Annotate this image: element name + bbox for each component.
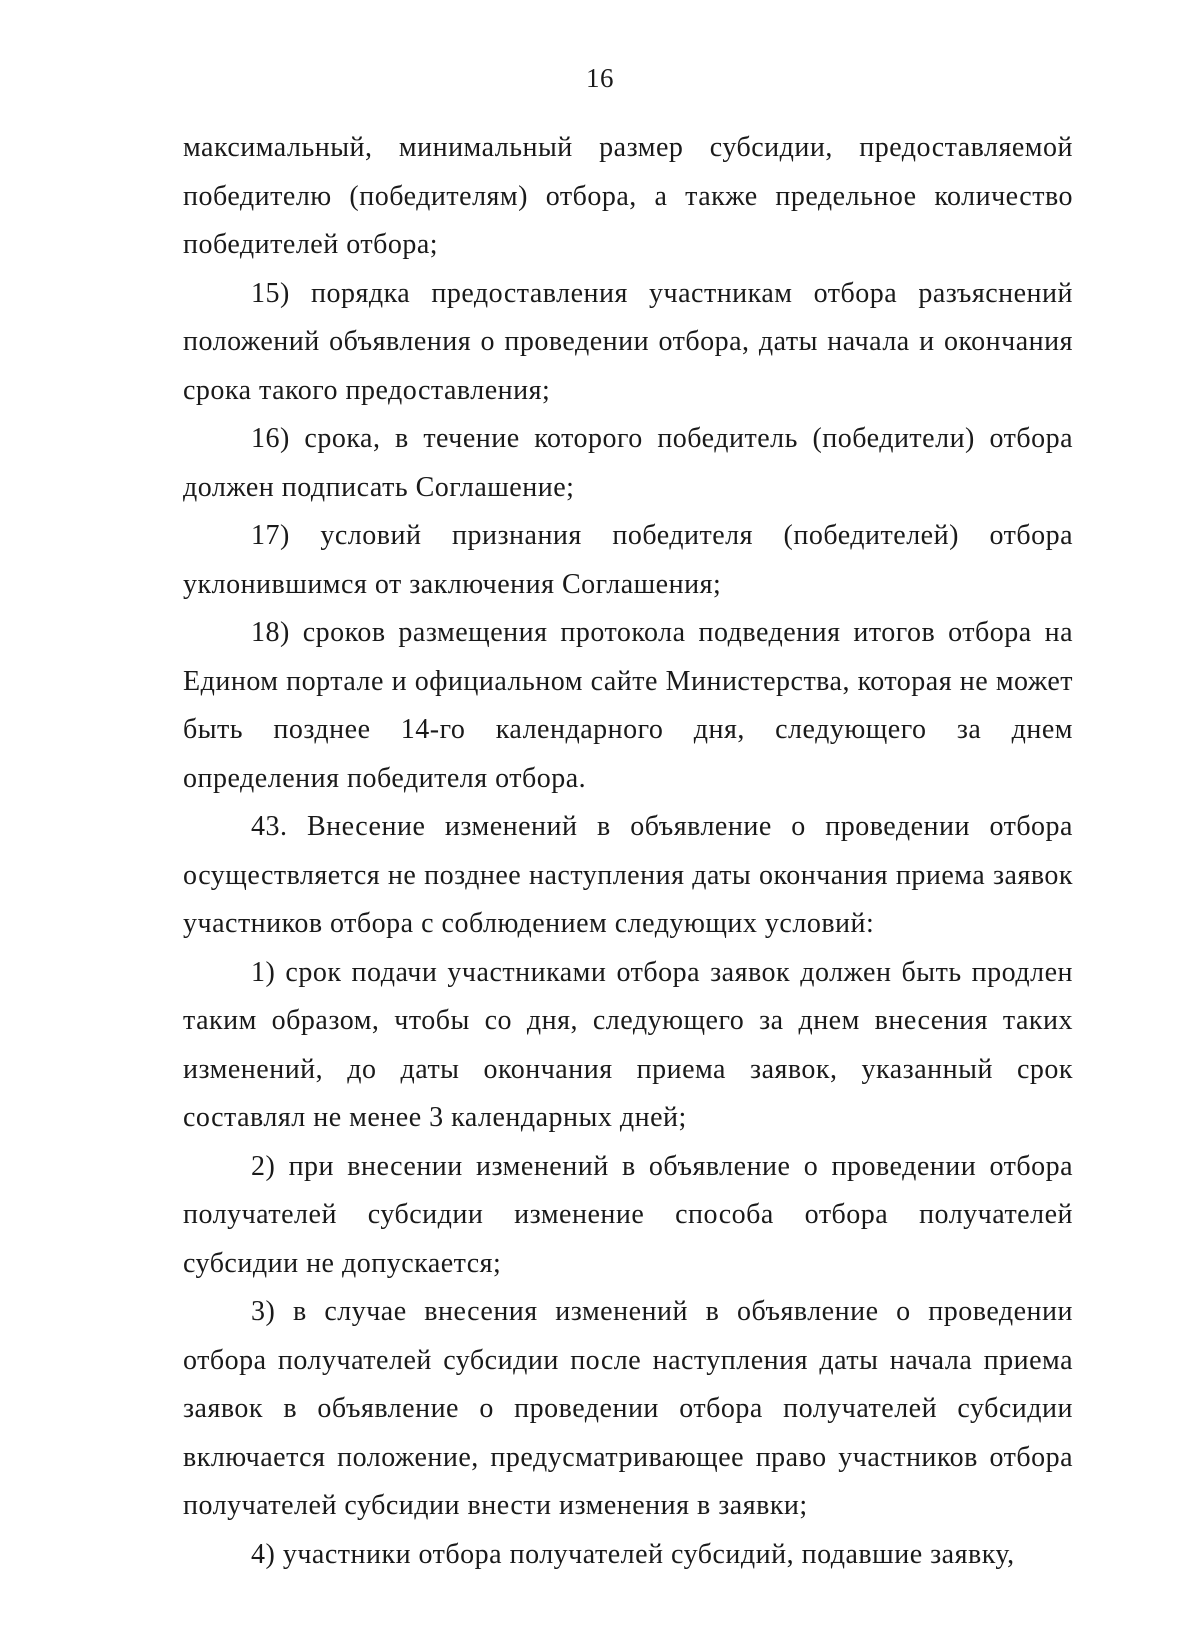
paragraph-item-16: 16) срока, в течение которого победитель (победители) отбора должен подписать Соглашение; <box>183 423 1073 503</box>
document-body <box>183 124 1073 1579</box>
paragraph-condition-1: 1) срок подачи участниками отбора заявок должен быть продлен таким образом, чтобы со дня, следующего за днем внесения таких изменений, до даты окончания приема заявок, указанный срок составлял не менее 3 календарных дней; <box>183 956 1073 1133</box>
paragraph-item-17: 17) условий признания победителя (победителей) отбора уклонившимся от заключения Соглашения; <box>183 520 1073 600</box>
paragraph-condition-4: 4) участники отбора получателей субсидий, подавшие заявку, <box>251 1538 1015 1570</box>
paragraph-condition-3: 3) в случае внесения изменений в объявление о проведении отбора получателей субсидии после наступления даты начала приема заявок в объявление о проведении отбора получателей субсидии включается положение, предусматривающее право участников отбора получателей субсидии внести изменения в заявки; <box>183 1296 1073 1521</box>
paragraph-item-18: 18) сроков размещения протокола подведения итогов отбора на Едином портале и официальном сайте Министерства, которая не может быть позднее 14-го календарного дня, следующего за днем определения победителя отбора. <box>183 617 1073 794</box>
paragraph-continuation: максимальный, минимальный размер субсидии, предоставляемой победителю (победителям) отбора, а также предельное количество победителей отбора; <box>183 132 1073 260</box>
paragraph-section-43: 43. Внесение изменений в объявление о проведении отбора осуществляется не позднее наступления даты окончания приема заявок участников отбора с соблюдением следующих условий: <box>183 811 1073 939</box>
paragraph-condition-2: 2) при внесении изменений в объявление о проведении отбора получателей субсидии изменение способа отбора получателей субсидии не допускается; <box>183 1150 1073 1279</box>
page-number: 16 <box>586 63 614 93</box>
paragraph-item-15: 15) порядка предоставления участникам отбора разъяснений положений объявления о проведении отбора, даты начала и окончания срока такого предоставления; <box>183 277 1073 406</box>
